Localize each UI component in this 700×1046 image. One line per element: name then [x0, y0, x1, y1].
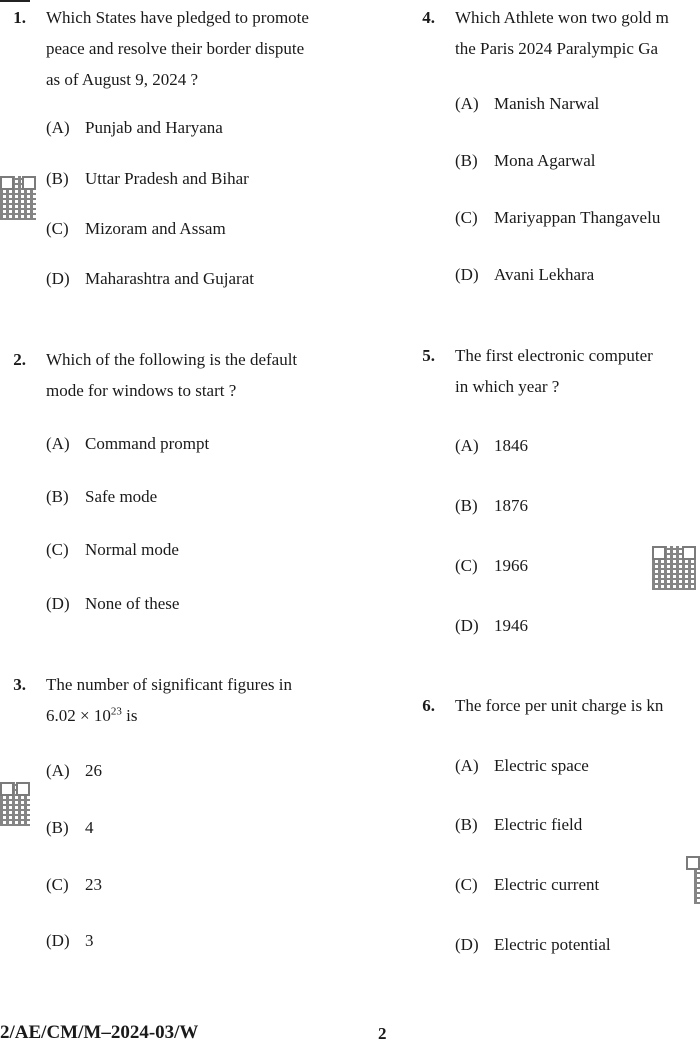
option-d: (D) 3 [46, 931, 94, 950]
option-c: (C) 1966 [455, 556, 528, 575]
option-d: (D) None of these [46, 594, 180, 613]
question-number: 3. [13, 675, 26, 694]
option-d: (D) Maharashtra and Gujarat [46, 269, 254, 288]
question-text: Which States have pledged to promote peace and resolve their border dispute as of August 9, 2024 ? [46, 8, 309, 89]
option-c: (C) Mizoram and Assam [46, 219, 226, 238]
question-number: 1. [13, 8, 26, 27]
option-b: (B) Uttar Pradesh and Bihar [46, 169, 249, 188]
option-b: (B) Electric field [455, 815, 583, 834]
option-b: (B) 4 [46, 818, 94, 837]
option-b: (B) Mona Agarwal [455, 151, 596, 170]
option-a: (A) Electric space [455, 756, 589, 775]
question-text: The number of significant figures in $6.02 \times 10^{23}$ is [46, 669, 292, 731]
option-d: (D) Electric potential [455, 935, 611, 954]
question-number: 6. [422, 696, 435, 715]
option-c: (C) Electric current [455, 875, 600, 894]
option-c: (C) Normal mode [46, 540, 179, 559]
question-text: The force per unit charge is kn [455, 696, 664, 715]
question-number: 4. [422, 8, 435, 27]
page-number: 2 [378, 1024, 387, 1043]
qr-code-icon [694, 856, 700, 904]
option-c: (C) 23 [46, 875, 102, 894]
qr-code-icon [0, 176, 36, 220]
question-number: 5. [422, 346, 435, 365]
option-b: (B) 1876 [455, 496, 528, 515]
qr-code-icon [652, 546, 696, 590]
option-a: (A) Command prompt [46, 434, 210, 453]
option-a: (A) 1846 [455, 436, 528, 455]
question-number: 2. [13, 350, 26, 369]
option-a: (A) Manish Narwal [455, 94, 600, 113]
qr-code-icon [0, 782, 30, 826]
question-text: Which Athlete won two gold m the Paris 2024 Paralympic Ga [455, 8, 669, 58]
paper-code: 2/AE/CM/M–2024-03/W [0, 1022, 199, 1043]
option-c: (C) Mariyappan Thangavelu [455, 208, 661, 227]
option-b: (B) Safe mode [46, 487, 158, 506]
option-d: (D) Avani Lekhara [455, 265, 595, 284]
expression: $6.02 \times 10^{23}$ is [46, 705, 138, 725]
option-a: (A) Punjab and Haryana [46, 118, 223, 137]
option-a: (A) 26 [46, 761, 102, 780]
question-text: The first electronic computer in which year ? [455, 346, 653, 396]
option-d: (D) 1946 [455, 616, 528, 635]
question-text: Which of the following is the default mode for windows to start ? [46, 350, 298, 400]
